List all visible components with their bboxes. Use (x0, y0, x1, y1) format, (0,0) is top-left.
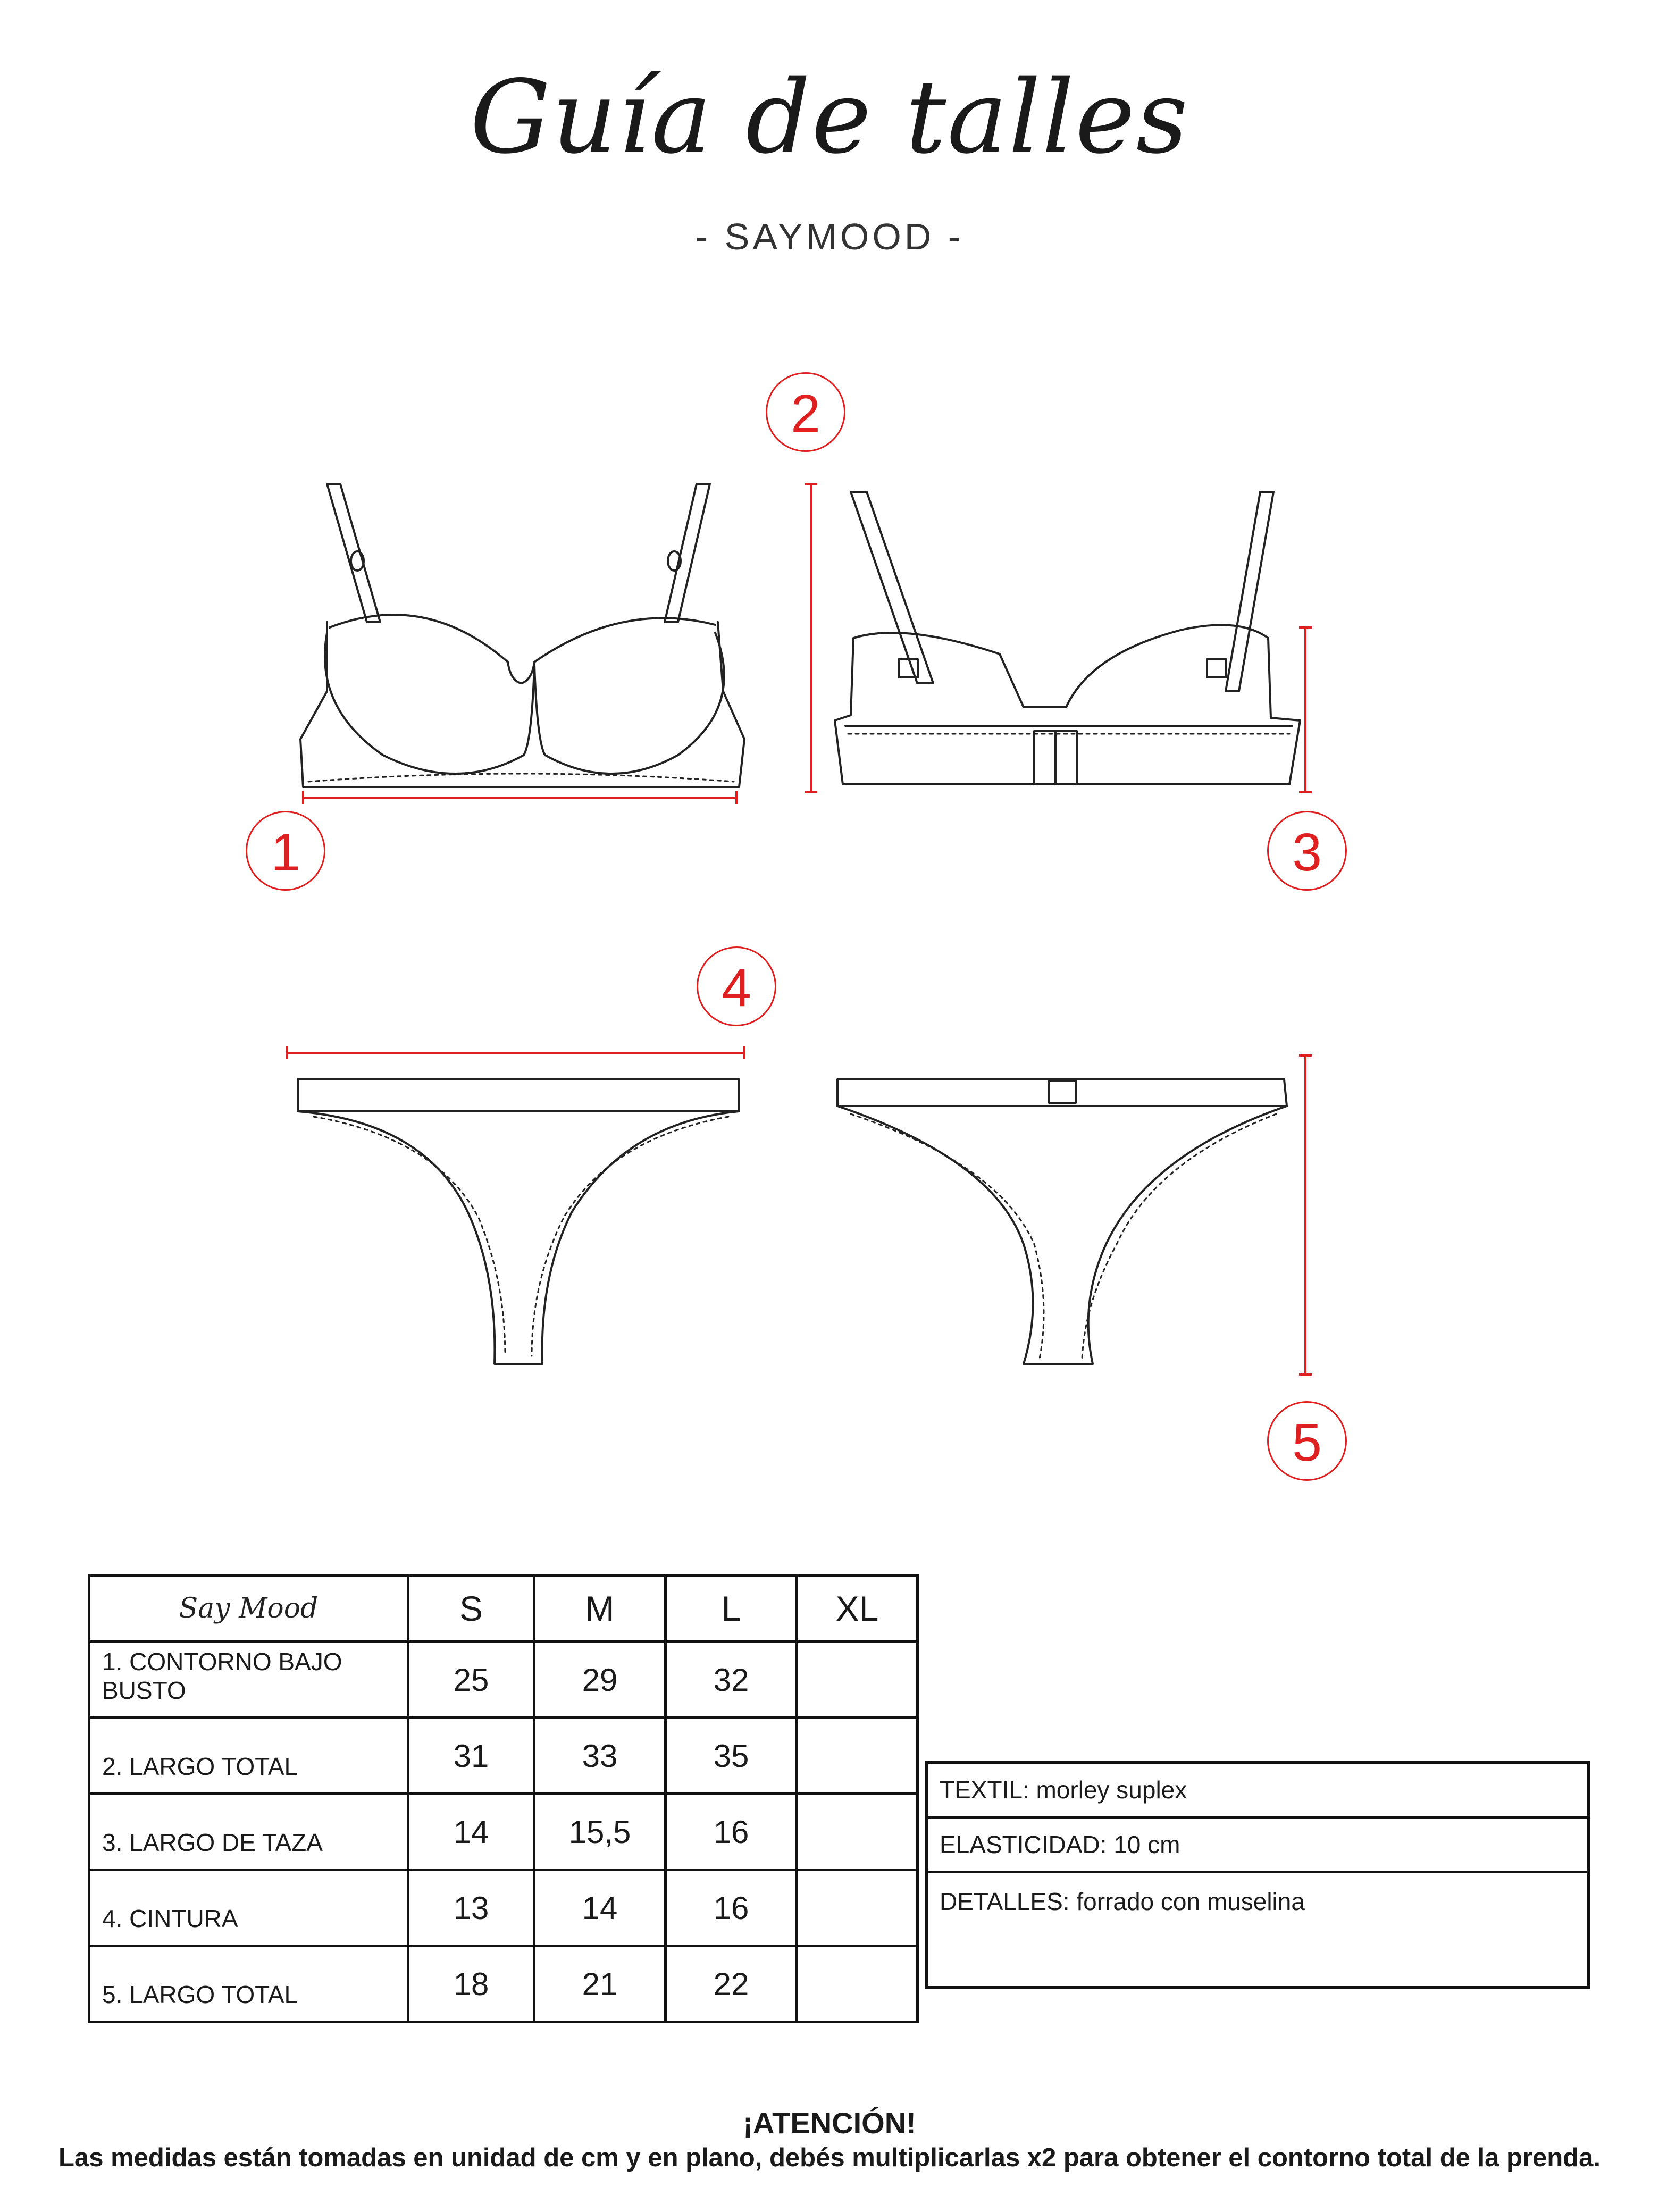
measure-line-4 (287, 1046, 744, 1059)
cell-xl (797, 1642, 918, 1718)
brand-logo: Say Mood (89, 1576, 408, 1642)
cell-m: 14 (534, 1870, 666, 1946)
marker-5: 5 (1267, 1401, 1347, 1481)
cell-l: 16 (666, 1870, 797, 1946)
spec-details: DETALLES: forrado con muselina (927, 1872, 1589, 1988)
cell-m: 33 (534, 1718, 666, 1794)
cell-xl (797, 1718, 918, 1794)
cell-xl (797, 1870, 918, 1946)
row-label: 4. CINTURA (89, 1870, 408, 1946)
cell-s: 31 (408, 1718, 534, 1794)
cell-l: 22 (666, 1946, 797, 2022)
cell-m: 29 (534, 1642, 666, 1718)
cell-xl (797, 1946, 918, 2022)
marker-4: 4 (697, 946, 776, 1026)
brand-subtitle: - SAYMOOD - (695, 216, 964, 257)
marker-2: 2 (766, 372, 845, 452)
panty-front-drawing (298, 1079, 739, 1364)
cell-s: 13 (408, 1870, 534, 1946)
cell-s: 14 (408, 1794, 534, 1870)
row-label: 2. LARGO TOTAL (89, 1718, 408, 1794)
table-row (89, 1794, 918, 1870)
size-header-s: S (408, 1576, 534, 1642)
size-header-l: L (666, 1576, 797, 1642)
panty-back-drawing (837, 1079, 1287, 1364)
measurement-note: Las medidas están tomadas en unidad de cm y en plano, debés multiplicarlas x2 para obtener el contorno total de la prenda. (58, 2143, 1601, 2172)
measure-line-5 (1299, 1055, 1312, 1375)
row-label: 3. LARGO DE TAZA (89, 1794, 408, 1870)
measure-line-3 (1299, 627, 1312, 792)
cell-m: 21 (534, 1946, 666, 2022)
marker-1: 1 (246, 811, 325, 891)
cell-s: 25 (408, 1642, 534, 1718)
spec-textile: TEXTIL: morley suplex (927, 1763, 1589, 1817)
cell-l: 16 (666, 1794, 797, 1870)
cell-m: 15,5 (534, 1794, 666, 1870)
size-header-m: M (534, 1576, 666, 1642)
measure-line-2 (805, 484, 817, 792)
attention-heading: ¡ATENCIÓN! (743, 2106, 916, 2140)
row-label: 5. LARGO TOTAL (89, 1946, 408, 2022)
spec-elasticity: ELASTICIDAD: 10 cm (927, 1817, 1589, 1872)
cell-l: 35 (666, 1718, 797, 1794)
table-row (89, 1642, 918, 1718)
cell-s: 18 (408, 1946, 534, 2022)
cell-l: 32 (666, 1642, 797, 1718)
size-table (88, 1574, 919, 2023)
row-label: 1. CONTORNO BAJO BUSTO (89, 1642, 408, 1718)
bra-back-drawing (835, 492, 1300, 784)
specs-table (925, 1761, 1590, 1989)
marker-3: 3 (1267, 811, 1347, 891)
size-table-header (89, 1576, 918, 1642)
bra-front-drawing (300, 484, 744, 787)
size-header-xl: XL (797, 1576, 918, 1642)
table-row (89, 1718, 918, 1794)
page-title: Guía de talles (470, 58, 1189, 176)
table-row (89, 1946, 918, 2022)
table-row (89, 1870, 918, 1946)
measure-line-1 (303, 791, 736, 804)
cell-xl (797, 1794, 918, 1870)
